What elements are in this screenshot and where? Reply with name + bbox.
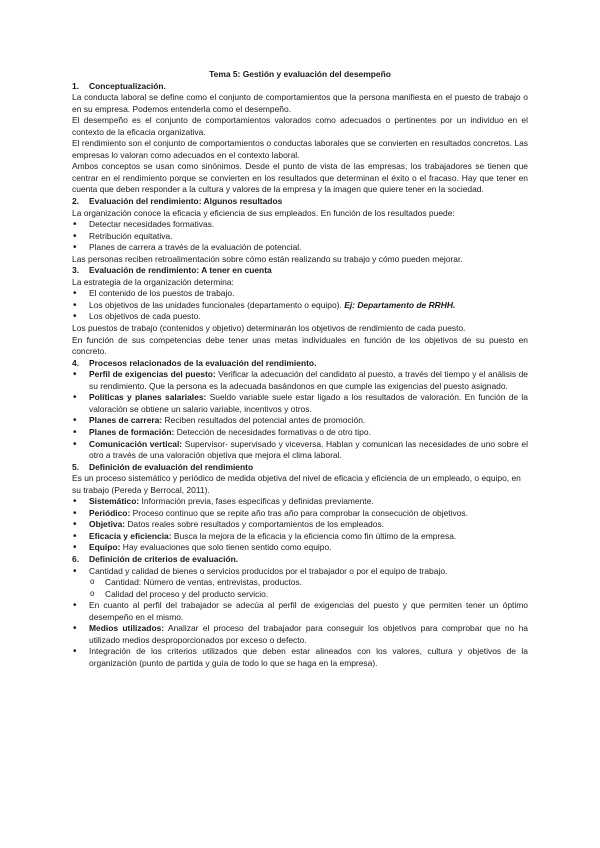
list-item: • Periódico: Proceso continuo que se repite año tras año para comprobar la consecución de objetivos. [72,508,528,520]
list-item: • Sistemático: Información previa, fases especificas y definidas previamente. [72,496,528,508]
paragraph: El rendimiento son el conjunto de comportamientos o conductas laborales que se convierten en resultados concretos. Las empresas lo valoran como adecuados en el contexto laboral. [72,138,528,160]
list-item: • Objetiva: Datos reales sobre resultados y comportamientos de los empleados. [72,519,528,531]
sub-list-item: o Calidad del proceso y del producto servicio. [72,589,528,601]
list-item: • En cuanto al perfil del trabajador se adecúa al perfil de exigencias del puesto y que permiten tener un óptimo desempeño en el mismo. [72,600,528,623]
paragraph: Los puestos de trabajo (contenidos y objetivo) determinarán los objetivos de rendimiento de cada puesto. [72,323,466,334]
list-item: • Planes de carrera a través de la evaluación de potencial. [72,242,528,254]
list-item: • Comunicación vertical: Supervisor- supervisado y viceversa. Hablan y comunican las necesidades de uno sobre el otro a través de una valoración objetiva que mejora el clima laboral. [72,439,528,462]
section-heading-1: 1. Conceptualización. [72,80,166,91]
document-page [72,69,528,669]
bullet-list [72,369,528,461]
section-heading-4: 4. Procesos relacionados de la evaluación del rendimiento. [72,357,317,368]
paragraph: Ambos conceptos se usan como sinónimos. Desde el punto de vista de las empresas, los trabajadores se tienen que centrar en el rendimiento porque se convierten en los resultados que determinan el éxito o el fracaso. Hay que tener en cuenta que deben responder a la cultura y valores de la empresa y la imagen que quiere tener en la sociedad. [72,161,528,195]
list-item: • Integración de los criterios utilizados que deben estar alineados con los valores, cultura y objetivos de la organización (punto de partida y guía de todo lo que se haga en la empresa). [72,646,528,669]
list-item: • Planes de formación: Detección de necesidades formativas o de otro tipo. [72,427,528,439]
paragraph: La organización conoce la eficacia y eficiencia de sus empleados. En función de los resultados puede: [72,207,455,218]
list-item: • Planes de carrera: Reciben resultados del potencial antes de promoción. [72,415,528,427]
list-item: • Medios utilizados: Analizar el proceso del trabajador para conseguir los objetivos para comprobar que no ha utilizado medios desproporcionados por exceso o defecto. [72,623,528,646]
paragraph: El desempeño es el conjunto de comportamientos valorados como adecuados o pertinentes por un individuo en el contexto de la eficacia organizativa. [72,115,528,137]
section-heading-3: 3. Evaluación de rendimiento: A tener en cuenta [72,265,272,276]
section-heading-5: 5. Definición de evaluación del rendimiento [72,461,254,472]
list-item: • Políticas y planes salariales: Sueldo variable suele estar ligado a los resultados de valoración. En función de la valoración se obtiene un salario variable, incentivos y otros. [72,392,528,415]
document-title: Tema 5: Gestión y evaluación del desempeño [209,69,391,79]
list-item: • Retribución equitativa. [72,231,528,243]
paragraph: Es un proceso sistemático y periódico de medida objetiva del nivel de eficacia y eficiencia de un empleado, o equipo, en su trabajo (Pereda y Berrocal, 2011). [72,473,521,495]
section-heading-6: 6. Definición de criterios de evaluación. [72,553,239,564]
paragraph: En función de sus competencias debe tener unas metas individuales en función de los objetivos de su puesto en concreto. [72,334,528,357]
list-item: • Detectar necesidades formativas. [72,219,528,231]
bullet-list [72,566,528,670]
bullet-list [72,219,528,254]
paragraph: La estrategia de la organización determina: [72,276,234,287]
paragraph: La conducta laboral se define como el conjunto de comportamientos que la persona manifiesta en el puesto de trabajo o en su empresa. Podemos entenderla como el desempeño. [72,92,528,114]
list-item: • Los objetivos de las unidades funcionales (departamento o equipo). Ej: Departamento de RRHH. [72,300,528,312]
paragraph: Las personas reciben retroalimentación sobre cómo están realizando su trabajo y cómo pueden mejorar. [72,253,463,264]
list-item: • Equipo: Hay evaluaciones que solo tienen sentido como equipo. [72,542,528,554]
list-item: • El contenido de los puestos de trabajo. [72,288,528,300]
list-item: • Los objetivos de cada puesto. [72,311,528,323]
bullet-list [72,288,528,323]
list-item: • Eficacia y eficiencia: Busca la mejora de la eficacia y la eficiencia como fin último de la empresa. [72,531,528,543]
section-heading-2: 2. Evaluación del rendimiento: Algunos resultados [72,196,283,207]
list-item: • Cantidad y calidad de bienes o servicios producidos por el trabajador o por el equipo de trabajo. [72,566,528,578]
list-item: • Perfil de exigencias del puesto: Verificar la adecuación del candidato al puesto, a través del tiempo y el análisis de su rendimiento. Que la persona es la adecuada basándonos en que cumple las exigencias del puesto asignado. [72,369,528,392]
bullet-list [72,496,528,554]
sub-list-item: o Cantidad: Número de ventas, entrevistas, productos. [72,577,528,589]
